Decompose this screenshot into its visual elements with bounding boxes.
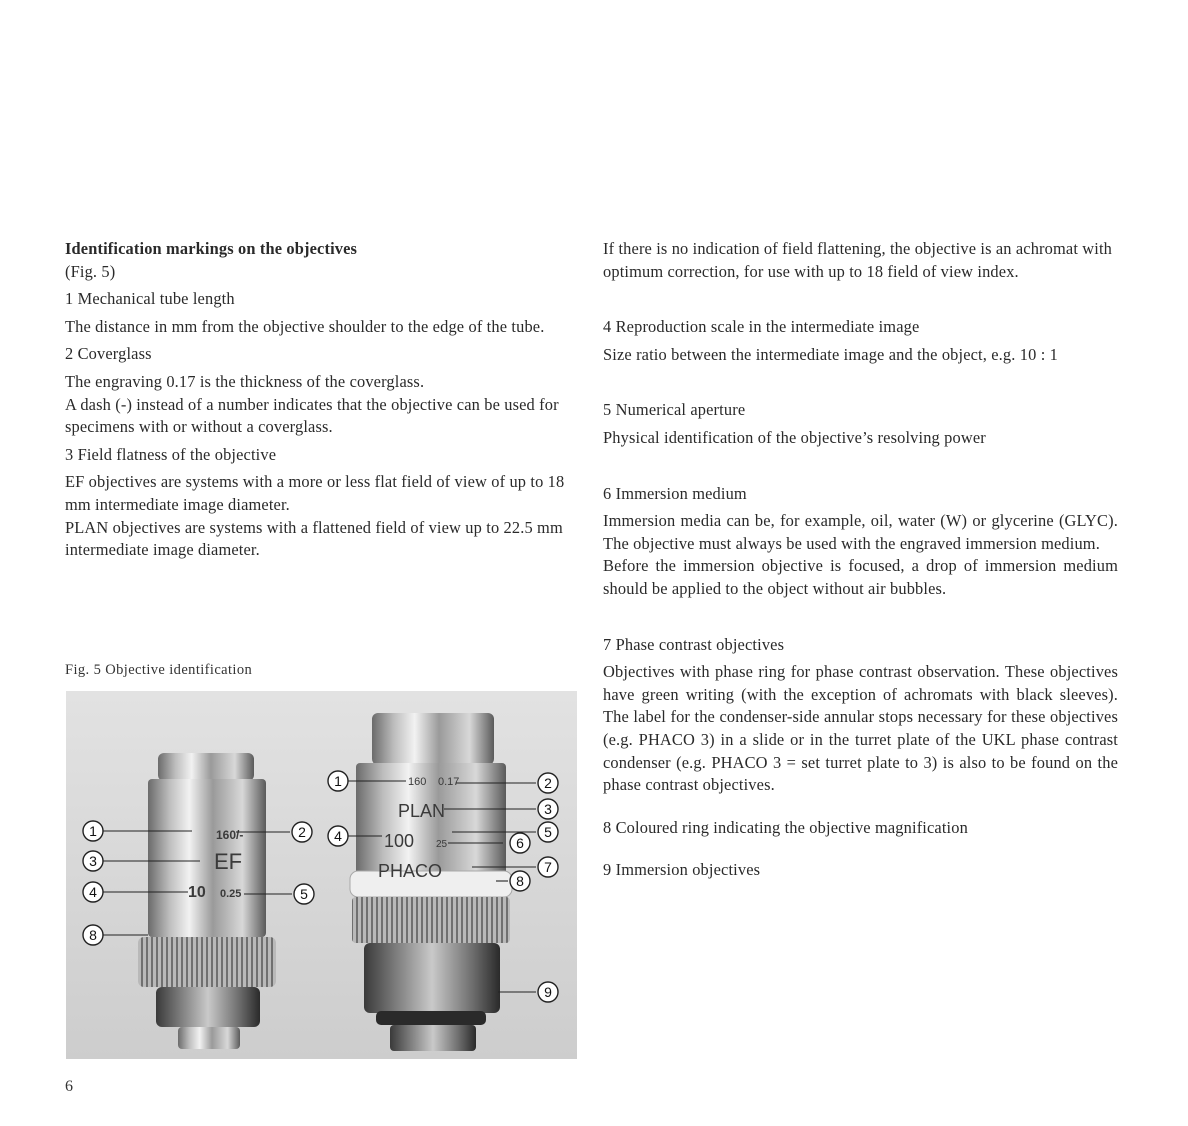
- svg-text:1: 1: [89, 823, 97, 839]
- callout-5-left: [294, 884, 314, 904]
- callout-5-right: [538, 822, 558, 842]
- plan-phaco-objective: [350, 713, 512, 1051]
- item-6-text: Immersion media can be, for example, oil, water (W) or glycerine (GLYC). The objective must always be used with the engraved immersion medium.: [603, 511, 1118, 553]
- svg-text:7: 7: [544, 859, 552, 875]
- callout-3-right: [538, 799, 558, 819]
- svg-text:6: 6: [516, 835, 524, 851]
- svg-text:5: 5: [300, 886, 308, 902]
- right-column: [603, 238, 1118, 882]
- item-6-text-2: Before the immersion objective is focused, a drop of immersion medium should be applied to the object without air bubbles.: [603, 556, 1118, 598]
- item-1-title: 1 Mechanical tube length: [65, 289, 235, 309]
- svg-text:8: 8: [89, 927, 97, 943]
- item-6-title: 6 Immersion medium: [603, 483, 747, 503]
- item-3-text-2: PLAN objectives are systems with a flattened field of view up to 22.5 mm intermediate image diameter.: [65, 517, 563, 560]
- callout-1-left: [83, 821, 103, 841]
- plan-cover-label: 0.17: [438, 776, 460, 788]
- svg-text:3: 3: [544, 801, 552, 817]
- ef-scale-label: 10: [188, 884, 206, 901]
- ef-objective: [138, 753, 276, 1049]
- plan-tube-label: 160: [408, 776, 427, 788]
- item-5-text: Physical identification of the objective’s resolving power: [603, 427, 986, 447]
- plan-field-label: PLAN: [398, 801, 446, 821]
- callout-8-left: [83, 925, 103, 945]
- item-7-text: Objectives with phase ring for phase contrast observation. These objectives have green writing (with the exception of achromats with black sleeves). The label for the condenser-side annular stops necessary for these objectives (e.g. PHACO 3) in a slide or in the turret plate of the UKL phase contrast condenser (e.g. PHACO 3 = set turret plate to 3) is also to be found on the phase contrast objectives.: [603, 662, 1118, 795]
- section-heading: Identification markings on the objectives: [65, 239, 358, 258]
- ef-field-label: EF: [214, 849, 243, 874]
- item-2-text-2: A dash (-) instead of a number indicates that the objective can be used for specimens with or without a coverglass.: [65, 394, 559, 437]
- callout-2-left: [292, 822, 312, 842]
- ef-aperture-label: 0.25: [220, 888, 242, 900]
- svg-text:4: 4: [89, 884, 97, 900]
- page-number: 6: [65, 1078, 73, 1095]
- svg-text:2: 2: [544, 775, 552, 791]
- left-column: [65, 238, 575, 562]
- svg-text:8: 8: [516, 873, 524, 889]
- callout-2-right: [538, 773, 558, 793]
- svg-text:1: 1: [334, 773, 342, 789]
- svg-text:4: 4: [334, 828, 342, 844]
- svg-text:2: 2: [298, 824, 306, 840]
- item-2-title: 2 Coverglass: [65, 344, 152, 364]
- item-7-title: 7 Phase contrast objectives: [603, 634, 785, 654]
- ef-tube-label: 160/-: [216, 828, 244, 842]
- item-4-text: Size ratio between the intermediate image and the object, e.g. 10 : 1: [603, 344, 1059, 364]
- item-5-title: 5 Numerical aperture: [603, 400, 746, 420]
- objectives-photo: [66, 691, 577, 1059]
- callout-6-right: [510, 833, 530, 853]
- figure-caption: Fig. 5 Objective identification: [65, 662, 253, 678]
- item-1-text: The distance in mm from the objective shoulder to the edge of the tube.: [65, 316, 545, 336]
- callout-8-right: [510, 871, 530, 891]
- field-flattening-note: If there is no indication of field flattening, the objective is an achromat with optimum correction, for use with up to 18 field of view index.: [603, 239, 1113, 281]
- plan-phase-label: PHACO: [378, 861, 443, 881]
- item-3-text: EF objectives are systems with a more or less flat field of view of up to 18 mm intermediate image diameter.: [65, 472, 565, 514]
- item-8-title: 8 Coloured ring indicating the objective magnification: [603, 817, 968, 837]
- svg-text:5: 5: [544, 824, 552, 840]
- figure-reference: (Fig. 5): [65, 261, 116, 281]
- callout-3-left: [83, 851, 103, 871]
- item-4-title: 4 Reproduction scale in the intermediate image: [603, 317, 920, 337]
- callout-7-right: [538, 857, 558, 877]
- svg-text:9: 9: [544, 984, 552, 1000]
- item-9-title: 9 Immersion objectives: [603, 860, 761, 880]
- callout-1-right: [328, 771, 348, 791]
- callout-9-right: [538, 982, 558, 1002]
- item-3-title: 3 Field flatness of the objective: [65, 444, 277, 464]
- item-2-text: The engraving 0.17 is the thickness of the coverglass.: [65, 371, 425, 391]
- plan-scale-label: 100: [384, 831, 415, 851]
- callout-4-right: [328, 826, 348, 846]
- svg-text:3: 3: [89, 853, 97, 869]
- callout-4-left: [83, 882, 103, 902]
- plan-aperture-label: 25: [436, 839, 448, 850]
